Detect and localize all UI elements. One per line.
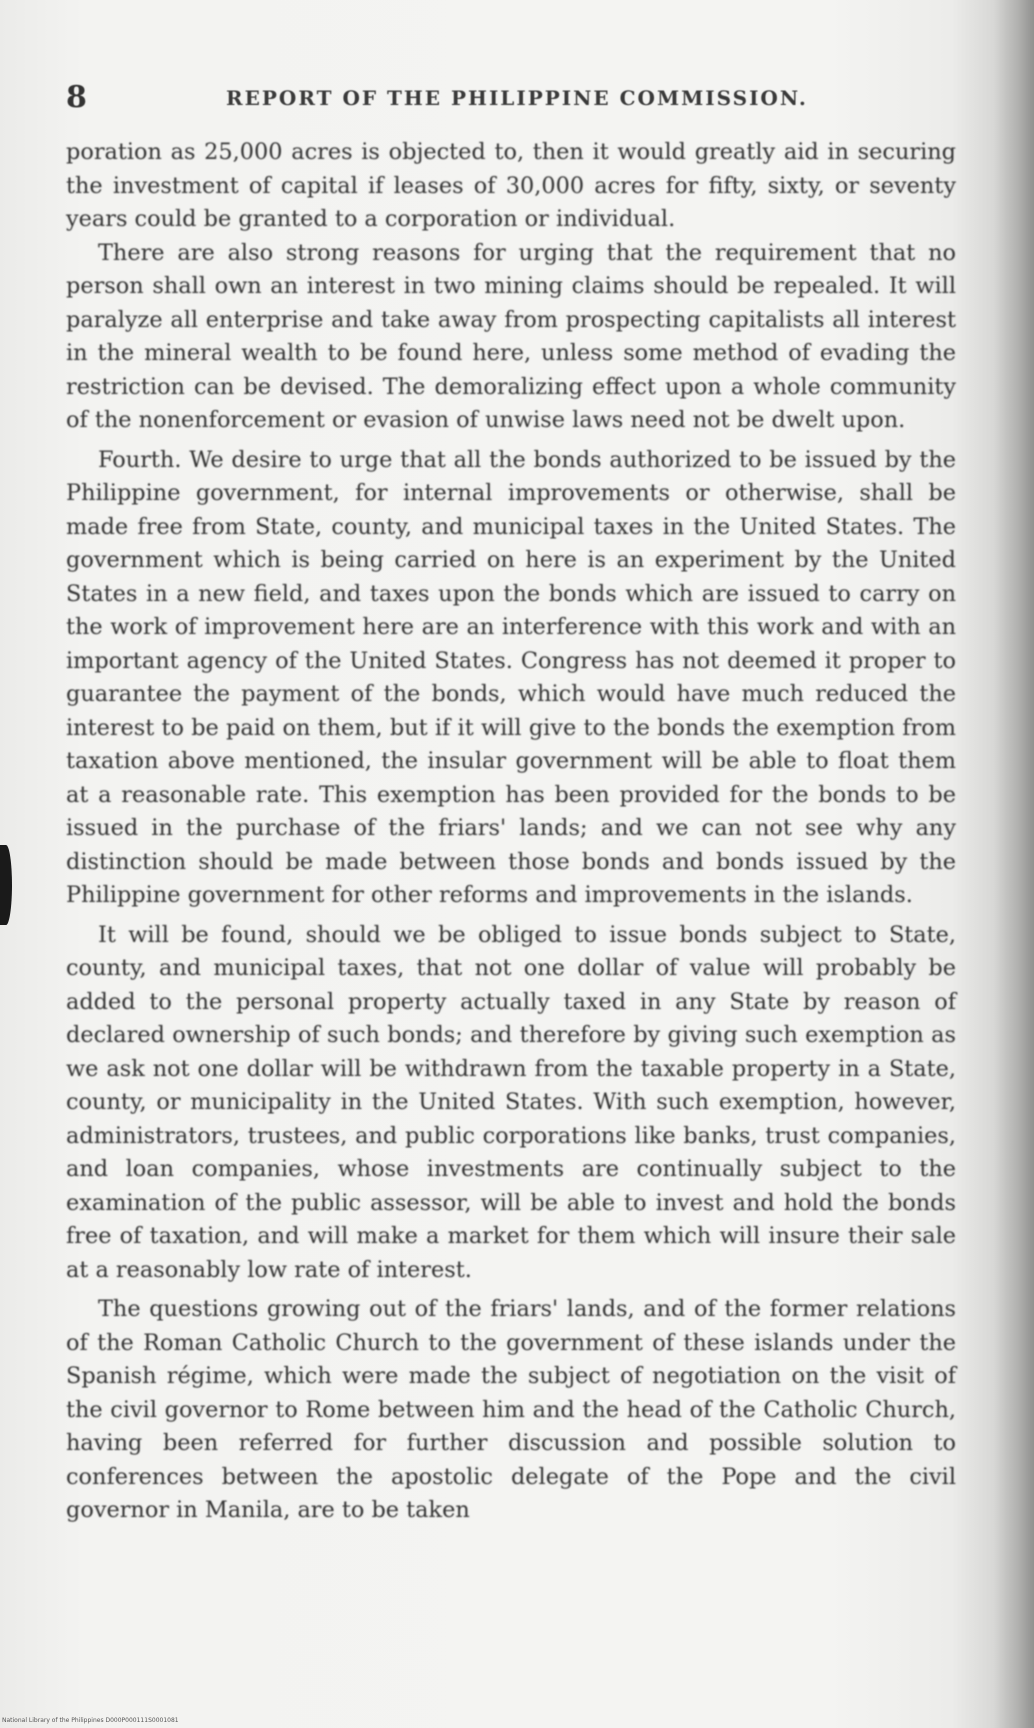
- paragraph-fourth-bonds: Fourth. We desire to urge that all the bonds authorized to be issued by the Philippine government, for internal improvements or otherwise, shall be made free from State, county, and municipal taxes in the United States. The government which is being carried on here is an experiment by the United States in a new field, and taxes upon the bonds which are issued to carry on the work of improvement here are an interference with this work and with an important agency of the United States. Congress has not deemed it proper to guarantee the payment of the bonds, which would have much reduced the interest to be paid on them, but if it will give to the bonds the exemption from taxation above mentioned, the insular government will be able to float them at a reasonable rate. This exemption has been provided for the bonds to be issued in the purchase of the friars' lands; and we can not see why any distinction should be made between those bonds and bonds issued by the Philippine government for other reforms and improvements in the islands.: [66, 446, 956, 908]
- running-head: REPORT OF THE PHILIPPINE COMMISSION.: [226, 86, 808, 110]
- page-header: [66, 80, 956, 120]
- page-edge-shadow: [994, 0, 1034, 1728]
- page-number: 8: [66, 80, 87, 115]
- paragraph-continuation: poration as 25,000 acres is objected to, then it would greatly aid in securing the investment of capital if leases of 30,000 acres for fifty, sixty, or seventy years could be granted to a corporation or individual.: [66, 139, 956, 232]
- paragraph-friars-lands: The questions growing out of the friars' lands, and of the former relations of the Roman Catholic Church to the government of these islands under the Spanish régime, which were made the subject of negotiation on the visit of the civil governor to Rome between him and the head of the Catholic Church, having been referred for further discussion and possible solution to conferences between the apostolic delegate of the Pope and the civil governor in Manila, are to be taken: [66, 1296, 956, 1523]
- paragraph-tax-exemption: It will be found, should we be obliged to issue bonds subject to State, county, and municipal taxes, that not one dollar of value will probably be added to the personal property actually taxed in any State by reason of declared ownership of such bonds; and therefore by giving such exemption as we ask not one dollar will be withdrawn from the taxable property in a State, county, or municipality in the United States. With such exemption, however, administrators, trustees, and public corporations like banks, trust companies, and loan companies, whose investments are continually subject to the examination of the public assessor, will be able to invest and hold the bonds free of taxation, and will make a market for them which will insure their sale at a reasonably low rate of interest.: [66, 921, 956, 1283]
- binding-mark: [0, 845, 12, 925]
- body-text: [66, 136, 956, 1528]
- scan-footer-note: National Library of the Philippines D000P000111S0001081: [2, 1717, 179, 1724]
- paragraph-mining-claims: There are also strong reasons for urging that the requirement that no person shall own an interest in two mining claims should be repealed. It will paralyze all enterprise and take away from prospecting capitalists all interest in the mineral wealth to be found here, unless some method of evading the restriction can be devised. The demoralizing effect upon a whole community of the nonenforcement or evasion of unwise laws need not be dwelt upon.: [66, 239, 956, 433]
